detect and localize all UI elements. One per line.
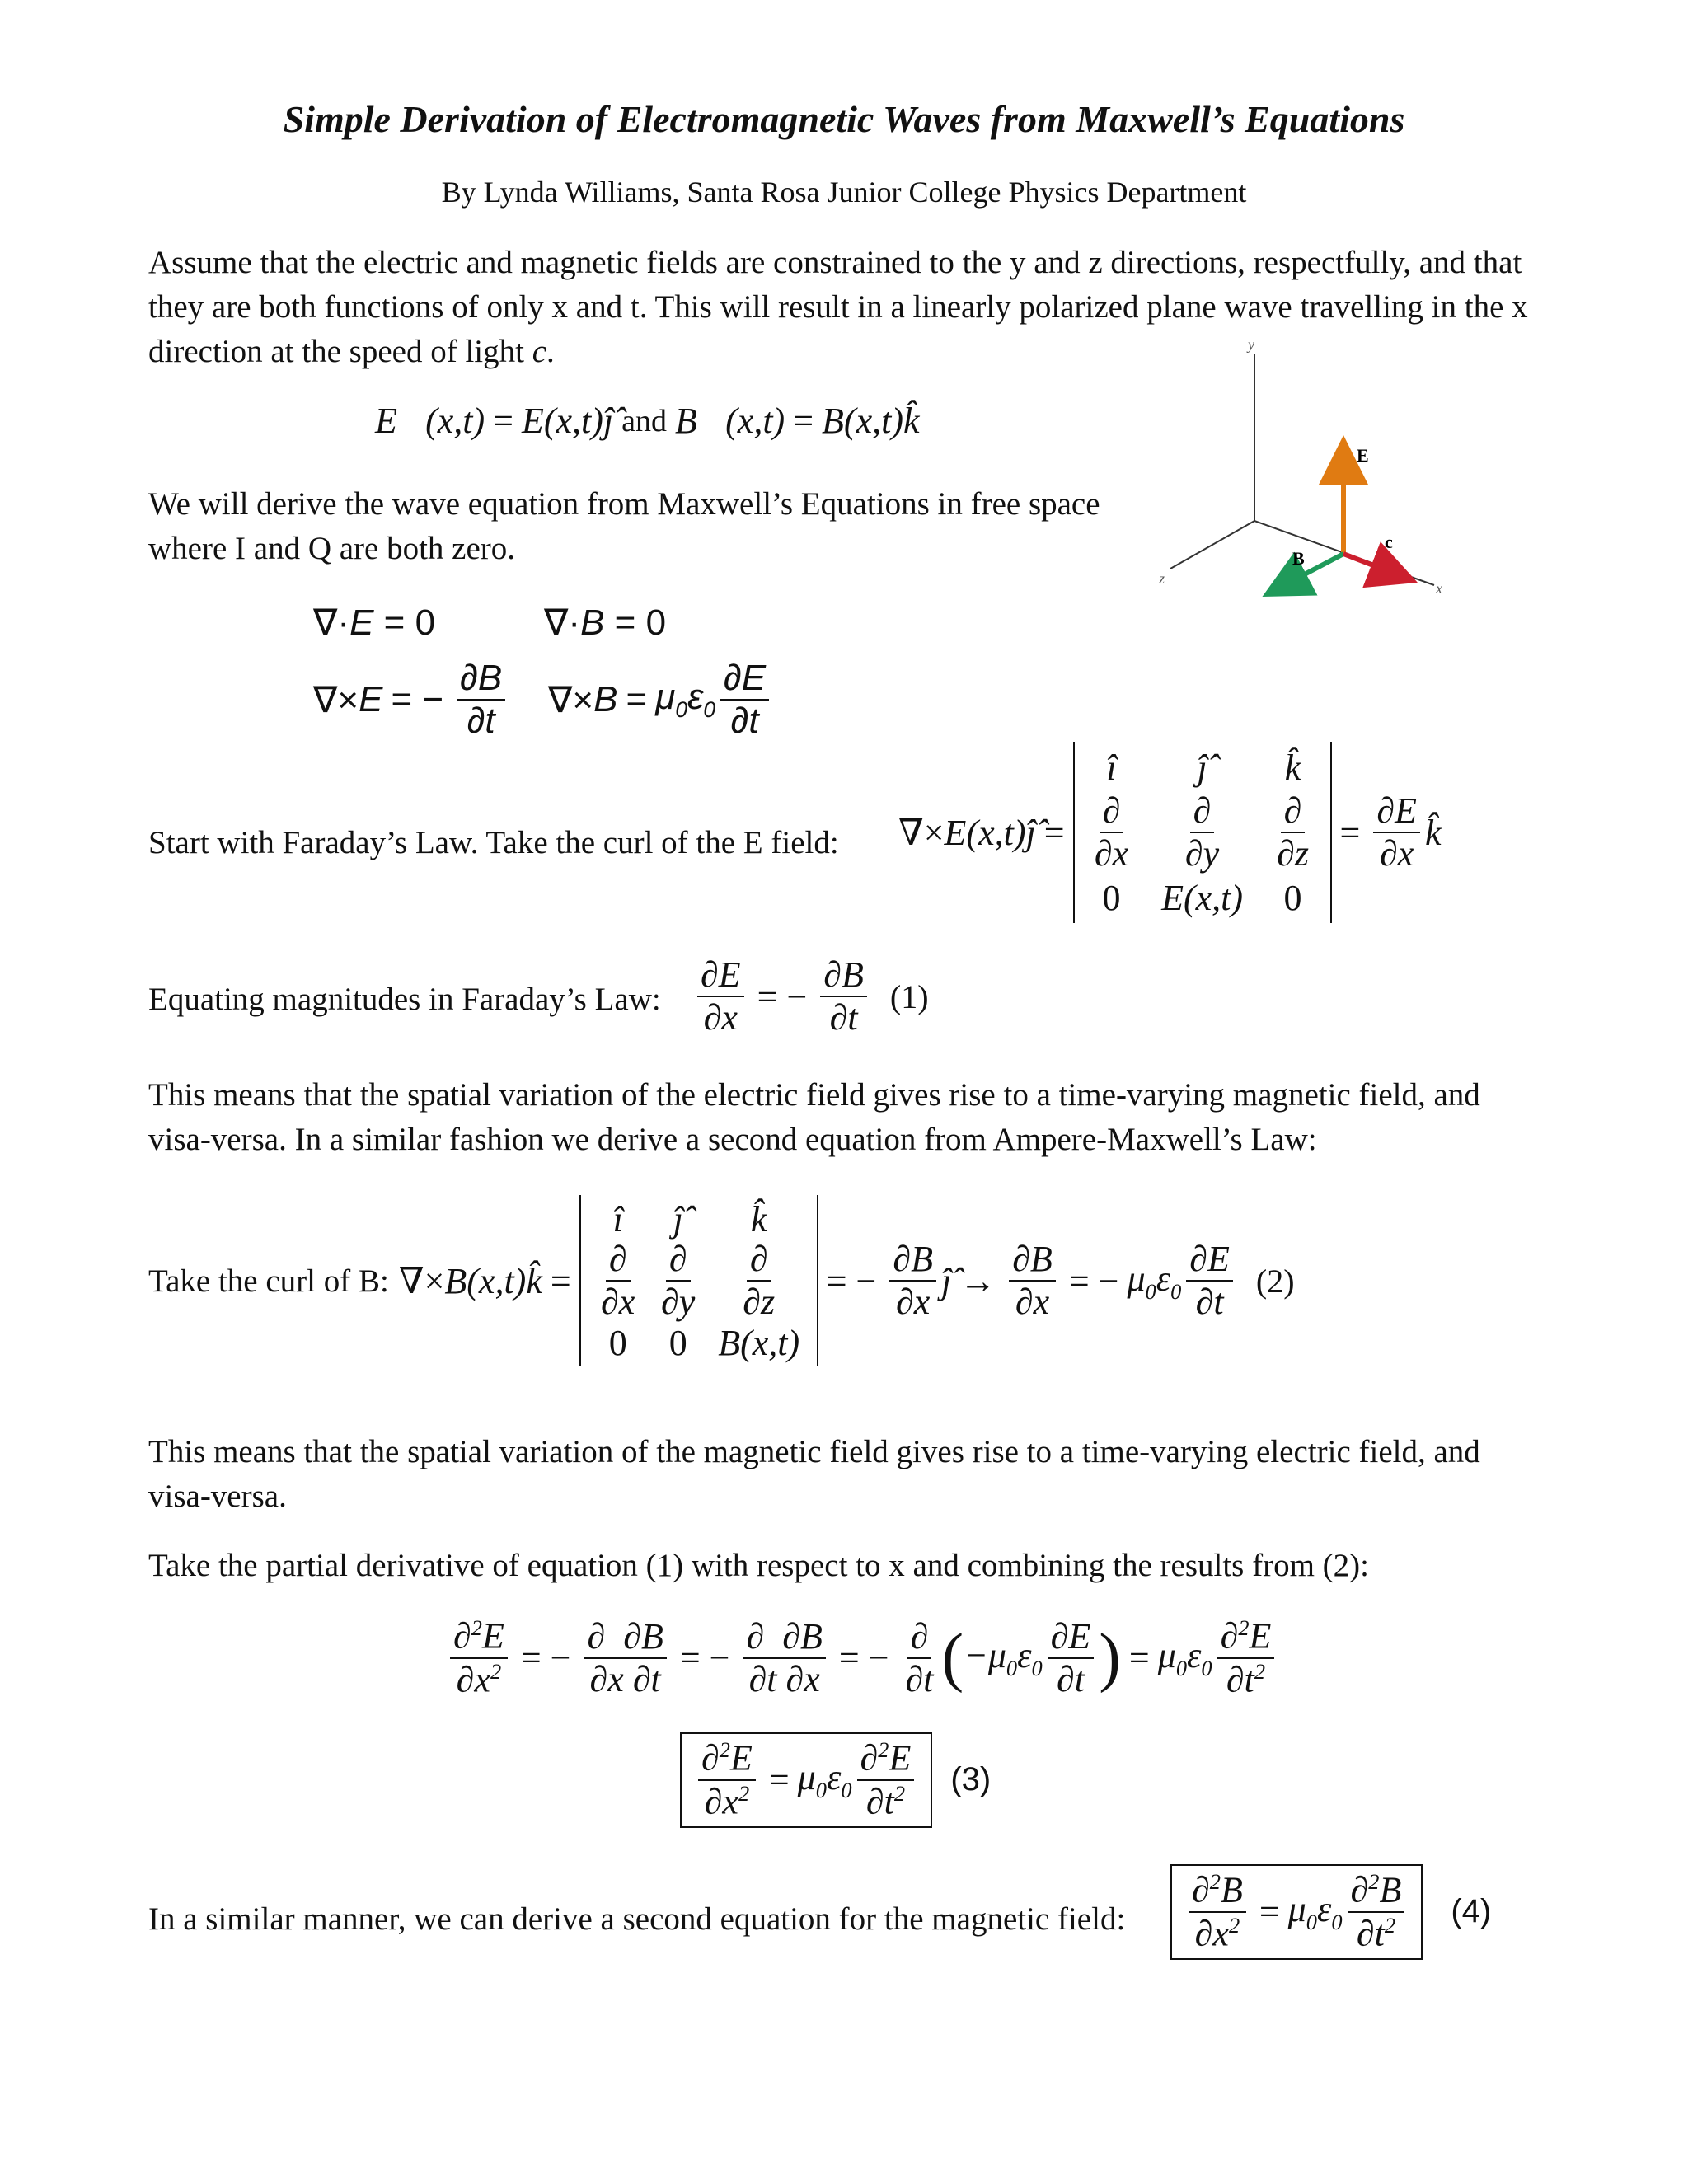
e-vector-label: E bbox=[1357, 445, 1369, 466]
intro-end: . bbox=[546, 334, 555, 369]
maxwell-curl-b: ∇× B = $\mu_0\varepsilon_0$ $\frac{\partial E}{\partial t}$ bbox=[548, 659, 774, 740]
partial-derivative-text: Take the partial derivative of equation (1) with respect to x and combining the results from (2): bbox=[148, 1548, 1369, 1583]
maxwell-div-e: ∇·E = 0 bbox=[313, 602, 436, 643]
field-definitions: E⃗(x,t) = E(x,t)ĵ̂ and B⃗(x,t) = B(x,t)k̂ bbox=[375, 401, 920, 441]
equation-1: $\frac{\partial E}{\partial x}$ = − $\frac{\partial B}{\partial t}$ (1) bbox=[692, 956, 929, 1037]
equation-3: $\frac{\partial^2E}{\partial x^2}$ = $\mu_0\varepsilon_0$ $\frac{\partial^2E}{\partial t^2}$ (3) bbox=[680, 1732, 991, 1828]
free-space-paragraph: We will derive the wave equation from Maxwell’s Equations in free space where I and Q are both zero. bbox=[148, 486, 1100, 566]
wave-diagram bbox=[1137, 338, 1467, 610]
z-axis bbox=[1170, 521, 1254, 569]
page-title: Simple Derivation of Electromagnetic Waves from Maxwell’s Equations bbox=[283, 98, 1405, 140]
speed-of-light-symbol: c bbox=[532, 334, 547, 369]
maxwell-curl-e: ∇× E = − $\frac{\partial B}{\partial t}$ bbox=[313, 659, 510, 740]
derivation-chain: $\frac{\partial^2E}{\partial x^2}$ = − $\frac{\partial \partial B}{\partial x \partial t}$ = − $\frac{\partial \partial B}{\partial t \partial x}$ = − $\frac{\partial}{\partial t}$ ( $-\mu_0\varepsilon_0$ $\frac{\partial E}{\partial t}$ ) = $\mu_0\varepsilon_0$ $\frac{\partial^2E}{\partial t^2}$ bbox=[445, 1617, 1279, 1699]
eq1-number: (1) bbox=[889, 977, 929, 1015]
intro-text: Assume that the electric and magnetic fields are constrained to the y and z directions, respectfully, and that they are both functions of only x and t. This will result in a linearly polarized plane wave travelling in the x direction at the speed of light bbox=[148, 245, 1528, 369]
axis-label-x: x bbox=[1436, 580, 1442, 597]
eq4-number: (4) bbox=[1451, 1893, 1492, 1930]
c-vector bbox=[1343, 554, 1395, 574]
field-def-and: and bbox=[621, 403, 668, 438]
c-vector-label: c bbox=[1385, 532, 1393, 552]
axis-label-y: y bbox=[1248, 338, 1254, 353]
faraday-curl-text: Start with Faraday’s Law. Take the curl of the E field: bbox=[148, 825, 839, 860]
maxwell-div-b: ∇·B = 0 bbox=[544, 602, 667, 643]
spatial-variation-paragraph: This means that the spatial variation of the electric field gives rise to a time-varying magnetic field, and visa-versa. In a similar fashion we derive a second equation from Ampere-Maxwell’s Law: bbox=[148, 1077, 1480, 1157]
eq3-number: (3) bbox=[950, 1761, 992, 1798]
similar-manner-text: In a similar manner, we can derive a second equation for the magnetic field: bbox=[148, 1901, 1126, 1937]
equating-text: Equating magnitudes in Faraday’s Law: bbox=[148, 982, 661, 1017]
curl-b-text: Take the curl of B: bbox=[148, 1263, 389, 1299]
axis-label-z: z bbox=[1159, 570, 1165, 587]
equation-4: $\frac{\partial^2B}{\partial x^2}$ = $\mu_0\varepsilon_0$ $\frac{\partial^2B}{\partial t^2}$ (4) bbox=[1170, 1864, 1491, 1960]
b-vector-label: B bbox=[1292, 548, 1305, 569]
spatial-variation-paragraph-2: This means that the spatial variation of the magnetic field gives rise to a time-varying electric field, and visa-versa. bbox=[148, 1434, 1480, 1514]
curl-b-row: Take the curl of B: ∇×B(x,t)k̂ = î ĵ̂ k̂ $\frac{\partial}{\partial x}$ $\frac{\partial}{\partial y}$ $\frac{\partial}{\partial z}$ 0 0 B(x,t) = − $\frac{\partial B}{\partial x}$ ĵ̂ → $\frac{\partial B}{\partial x}$ = − $\mu_0\varepsilon_0$ $\frac{\partial E}{\partial t}$ (2) bbox=[148, 1195, 1295, 1366]
curl-e-determinant: ∇×E(x,t)ĵ̂ = î ĵ̂ k̂ $\frac{\partial}{\partial x}$ $\frac{\partial}{\partial y}$ $\frac{\partial}{\partial z}$ 0 E(x,t) 0 = $\frac{\partial E}{\partial x}$ k̂ bbox=[898, 742, 1442, 923]
eq2-number: (2) bbox=[1255, 1262, 1295, 1300]
byline: By Lynda Williams, Santa Rosa Junior College Physics Department bbox=[441, 176, 1247, 209]
